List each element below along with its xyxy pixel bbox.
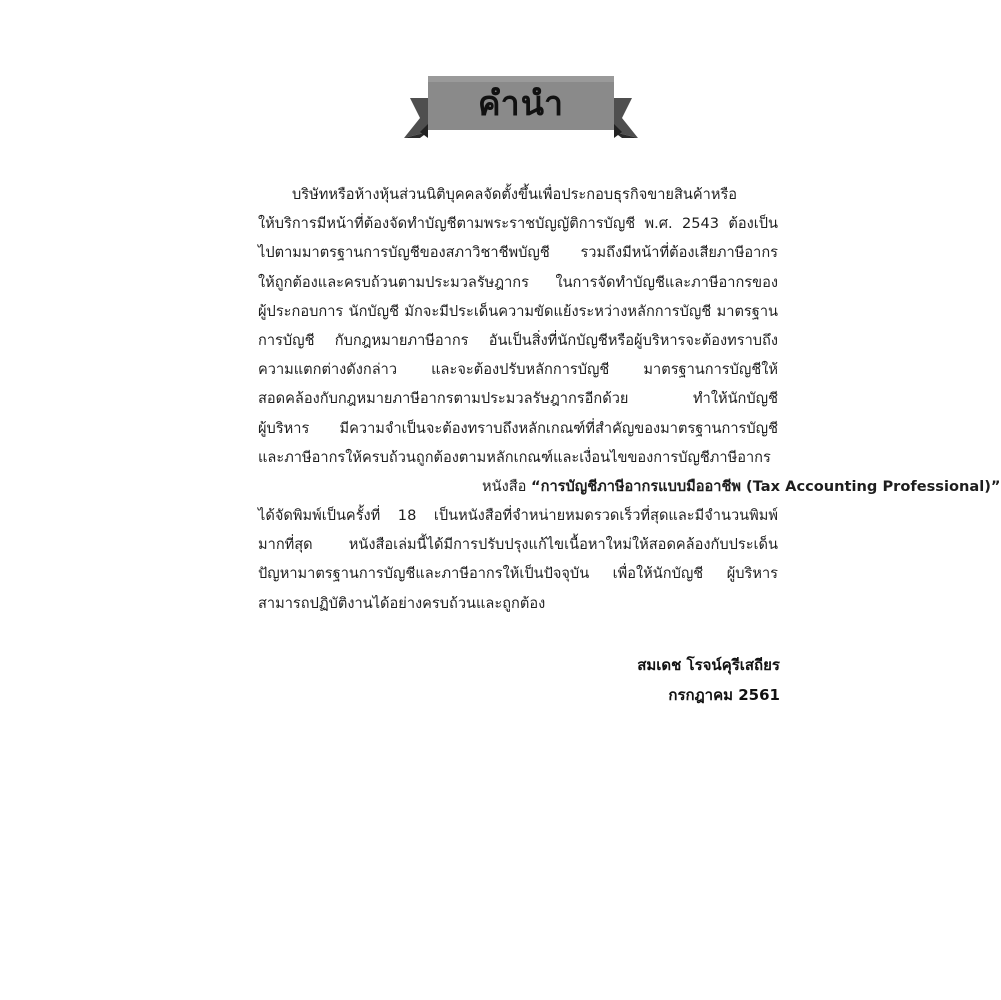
paragraph-lead: หนังสือ [482,477,532,495]
paragraph-1 [258,180,778,472]
signature-block [637,650,780,710]
paragraph-line: สอดคล้องกับกฎหมายภาษีอากรตามประมวลรัษฎากรอีกด้วย ทำให้นักบัญชี [258,390,778,408]
paragraph-2 [258,472,1001,618]
paragraph-line: มากที่สุด หนังสือเล่มนี้ได้มีการปรับปรุงแก้ไขเนื้อหาใหม่ให้สอดคล้องกับประเด็น [258,536,778,554]
page-title: คำนำ [477,84,565,124]
paragraph-line: ความแตกต่างดังกล่าว และจะต้องปรับหลักการบัญชี มาตรฐานการบัญชีให้ [258,361,778,379]
paragraph-line: ผู้ประกอบการ นักบัญชี มักจะมีประเด็นความขัดแย้งระหว่างหลักการบัญชี มาตรฐาน [258,302,778,320]
title-ribbon [404,74,638,140]
author-name: สมเดช โรจน์คุรีเสถียร [637,656,780,674]
paragraph-line-with-book-title [258,472,1001,501]
paragraph-line: ปัญหามาตรฐานการบัญชีและภาษีอากรให้เป็นปัจจุบัน เพื่อให้นักบัญชี ผู้บริหาร [258,565,778,583]
paragraph-line: บริษัทหรือห้างหุ้นส่วนนิติบุคคลจัดตั้งขึ้นเพื่อประกอบธุรกิจขายสินค้าหรือ [292,186,738,203]
paragraph-line: สามารถปฏิบัติงานได้อย่างครบถ้วนและถูกต้อง [258,594,546,612]
preface-body [258,180,1001,618]
signature-date: กรกฎาคม 2561 [668,686,780,704]
paragraph-line: การบัญชี กับกฎหมายภาษีอากร อันเป็นสิ่งที่นักบัญชีหรือผู้บริหารจะต้องทราบถึง [258,331,778,349]
paragraph-line: ได้จัดพิมพ์เป็นครั้งที่ 18 เป็นหนังสือที่จำหน่ายหมดรวดเร็วที่สุดและมีจำนวนพิมพ์ [258,507,778,525]
paragraph-line: ให้บริการมีหน้าที่ต้องจัดทำบัญชีตามพระราชบัญญัติการบัญชี พ.ศ. 2543 ต้องเป็น [258,215,778,233]
paragraph-line: ให้ถูกต้องและครบถ้วนตามประมวลรัษฎากร ในการจัดทำบัญชีและภาษีอากรของ [258,273,778,291]
paragraph-line: และภาษีอากรให้ครบถ้วนถูกต้องตามหลักเกณฑ์และเงื่อนไขของการบัญชีภาษีอากร [258,448,771,466]
paragraph-line: ไปตามมาตรฐานการบัญชีของสภาวิชาชีพบัญชี รวมถึงมีหน้าที่ต้องเสียภาษีอากร [258,244,778,262]
paragraph-line: ผู้บริหาร มีความจำเป็นจะต้องทราบถึงหลักเกณฑ์ที่สำคัญของมาตรฐานการบัญชี [258,419,778,437]
book-title: “การบัญชีภาษีอากรแบบมืออาชีพ (Tax Accounting Professional)” [531,477,1001,495]
